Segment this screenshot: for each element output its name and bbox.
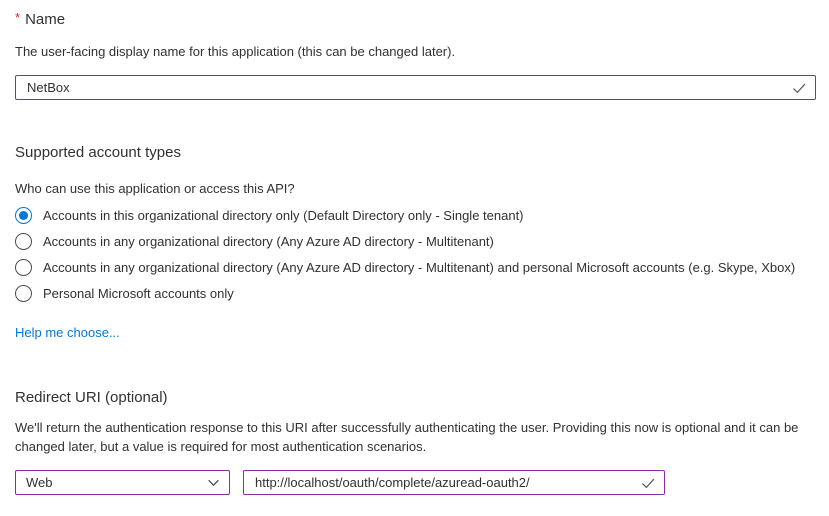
chevron-down-icon	[206, 475, 221, 490]
redirect-uri-section	[15, 388, 816, 495]
account-type-option[interactable]	[15, 254, 816, 280]
checkmark-icon	[640, 475, 656, 491]
platform-select[interactable]	[15, 470, 230, 495]
redirect-uri-input[interactable]	[243, 470, 665, 495]
radio-button-icon[interactable]	[15, 285, 32, 302]
account-types-section	[15, 143, 816, 342]
account-types-question: Who can use this application or access this API?	[15, 181, 295, 196]
redirect-uri-input-wrap	[243, 470, 665, 495]
radio-option-label: Accounts in this organizational directory only (Default Directory only - Single tenant)	[43, 207, 524, 223]
platform-select-value: Web	[26, 475, 53, 490]
redirect-uri-description: We'll return the authentication response to this URI after successfully authenticating the user. Providing this now is optional and it can be changed later, but a value is required for most authentication scenarios.	[15, 420, 799, 454]
account-types-title: Supported account types	[15, 144, 181, 161]
radio-button-icon[interactable]	[15, 207, 32, 224]
account-type-option[interactable]	[15, 228, 816, 254]
radio-option-label: Accounts in any organizational directory (Any Azure AD directory - Multitenant) and personal Microsoft accounts (e.g. Skype, Xbox)	[43, 259, 796, 275]
redirect-uri-title: Redirect URI (optional)	[15, 389, 168, 406]
redirect-uri-controls	[15, 470, 816, 495]
radio-option-label: Accounts in any organizational directory (Any Azure AD directory - Multitenant)	[43, 233, 494, 249]
account-type-option[interactable]	[15, 202, 816, 228]
name-input-wrap	[15, 75, 816, 100]
name-title-text: Name	[25, 11, 66, 28]
checkmark-icon	[791, 80, 807, 96]
account-type-option[interactable]	[15, 280, 816, 306]
name-input[interactable]	[15, 75, 816, 100]
radio-button-icon[interactable]	[15, 259, 32, 276]
name-description: The user-facing display name for this application (this can be changed later).	[15, 44, 456, 59]
account-types-radio-group	[15, 202, 816, 306]
required-asterisk: *	[15, 10, 21, 25]
radio-button-icon[interactable]	[15, 233, 32, 250]
radio-option-label: Personal Microsoft accounts only	[43, 285, 234, 301]
help-me-choose-link[interactable]: Help me choose...	[15, 325, 120, 340]
name-section-title	[15, 10, 816, 30]
